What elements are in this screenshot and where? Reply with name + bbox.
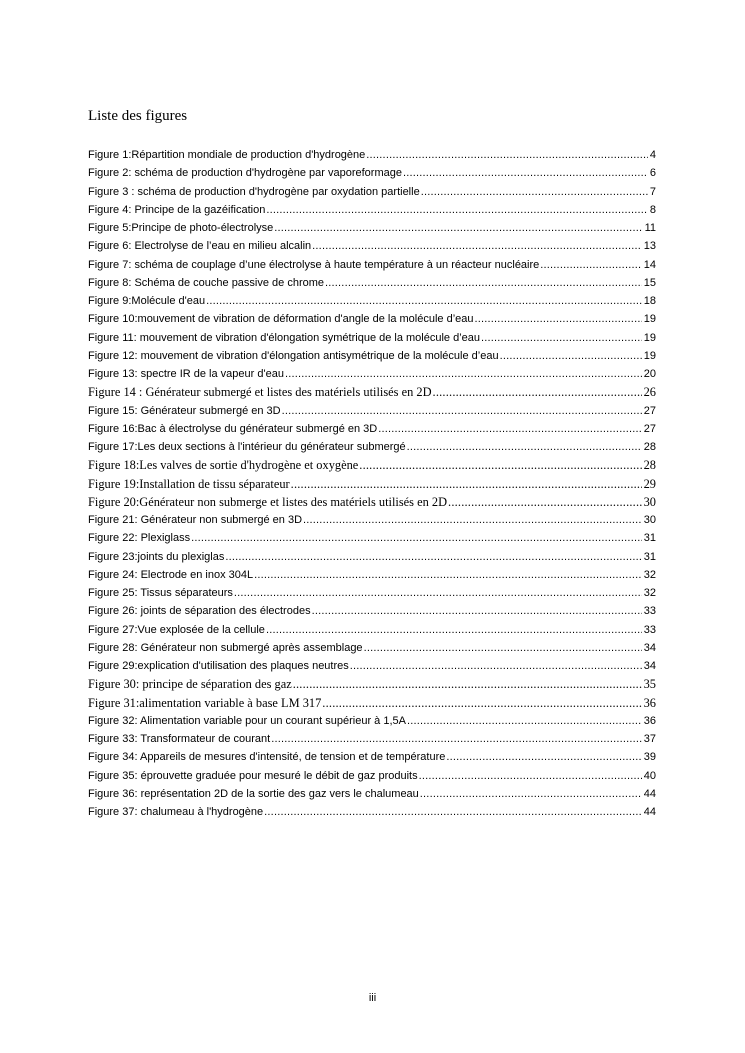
figure-entry-label: Figure 16:Bac à électrolyse du générateur submergé en 3D <box>88 422 378 435</box>
figure-entry-page: 27 <box>643 404 656 417</box>
figure-entry-label: Figure 34: Appareils de mesures d'intensité, de tension et de température <box>88 751 446 764</box>
figure-entry[interactable] <box>88 748 656 766</box>
figure-entry[interactable] <box>88 347 656 365</box>
figure-entry-page: 26 <box>643 385 656 400</box>
figure-entry-label: Figure 26: joints de séparation des électrodes <box>88 605 311 618</box>
dot-leader <box>407 712 642 730</box>
figure-entry-label: Figure 11: mouvement de vibration d'élongation symétrique de la molécule d’eau <box>88 331 481 344</box>
page-number: iii <box>368 992 377 1004</box>
dot-leader <box>266 621 642 639</box>
dot-leader <box>191 529 642 547</box>
figure-entry-label: Figure 17:Les deux sections à l'intérieur du générateur submergé <box>88 441 406 453</box>
figure-entry-page: 40 <box>643 769 656 782</box>
figure-entry-label: Figure 21: Générateur non submergé en 3D <box>88 514 303 526</box>
dot-leader <box>293 675 642 693</box>
figure-entry-label: Figure 22: Plexiglass <box>88 532 191 545</box>
figure-entry[interactable] <box>88 201 656 219</box>
dot-leader <box>433 383 642 401</box>
figure-entry-page: 44 <box>643 806 656 818</box>
figure-entry-page: 36 <box>643 695 656 710</box>
dot-leader <box>266 201 648 219</box>
figure-entry[interactable] <box>88 657 656 675</box>
figure-entry[interactable] <box>88 511 656 529</box>
dot-leader <box>350 657 642 675</box>
figure-entry-page: 44 <box>643 787 656 800</box>
figure-entry-page: 32 <box>643 568 656 581</box>
figure-entry-page: 31 <box>643 550 656 563</box>
dot-leader <box>254 566 642 584</box>
figure-entry-label: Figure 10:mouvement de vibration de déformation d'angle de la molécule d’eau <box>88 313 474 326</box>
figure-entry-label: Figure 24: Electrode en inox 304L <box>88 568 254 581</box>
dot-leader <box>407 438 642 456</box>
dot-leader <box>312 602 642 620</box>
dot-leader <box>291 475 642 493</box>
figure-entry[interactable] <box>88 274 656 292</box>
figure-entry-label: Figure 27:Vue explosée de la cellule <box>88 623 265 636</box>
figure-entry-label: Figure 28: Générateur non submergé après assemblage <box>88 641 363 654</box>
figure-entry[interactable] <box>88 329 656 347</box>
figure-entry-page: 32 <box>643 587 656 599</box>
figure-entry[interactable] <box>88 256 656 274</box>
figure-entry[interactable] <box>88 475 656 493</box>
figure-entry-page: 14 <box>643 258 656 271</box>
dot-leader <box>322 694 641 712</box>
dot-leader <box>312 237 642 255</box>
figure-entry-label: Figure 33: Transformateur de courant <box>88 733 271 745</box>
figure-entry-label: Figure 36: représentation 2D de la sortie des gaz vers le chalumeau <box>88 787 419 800</box>
figure-entry-label: Figure 6: Electrolyse de l’eau en milieu alcalin <box>88 240 312 253</box>
figure-entry-page: 27 <box>643 422 656 435</box>
figure-entry-label: Figure 32: Alimentation variable pour un courant supérieur à 1,5A <box>88 714 406 727</box>
figure-entry[interactable] <box>88 785 656 803</box>
figure-entry-label: Figure 31:alimentation variable à base LM 317 <box>88 695 322 710</box>
figure-entry[interactable] <box>88 566 656 584</box>
dot-leader <box>419 767 642 785</box>
dot-leader <box>378 420 642 438</box>
figure-entry-page: 19 <box>643 331 656 344</box>
figure-entry-label: Figure 25: Tissus séparateurs <box>88 587 233 599</box>
figure-entry[interactable] <box>88 383 656 401</box>
dot-leader <box>403 164 648 182</box>
dot-leader <box>420 785 642 803</box>
dot-leader <box>481 329 642 347</box>
figure-entry-page: 19 <box>643 313 656 326</box>
figure-entry[interactable] <box>88 803 656 821</box>
figure-entry-label: Figure 2: schéma de production d'hydrogène par vaporeformage <box>88 167 402 180</box>
figure-entry[interactable] <box>88 767 656 785</box>
figure-entry[interactable] <box>88 310 656 328</box>
figure-entry[interactable] <box>88 694 656 712</box>
dot-leader <box>364 639 642 657</box>
dot-leader <box>500 347 642 365</box>
figure-entry[interactable] <box>88 639 656 657</box>
page-title: Liste des figures <box>88 108 188 124</box>
figure-entry-page: 13 <box>643 240 656 253</box>
dot-leader <box>285 365 642 383</box>
dot-leader <box>325 274 642 292</box>
dot-leader <box>282 402 642 420</box>
figure-entry-label: Figure 14 : Générateur submergé et listes des matériels utilisés en 2D <box>88 385 432 400</box>
figure-entry-page: 15 <box>643 276 656 289</box>
figure-entry-page: 35 <box>643 677 656 692</box>
figure-entry[interactable] <box>88 529 656 547</box>
dot-leader <box>448 493 642 511</box>
dot-leader <box>234 584 642 602</box>
figure-entry[interactable] <box>88 602 656 620</box>
dot-leader <box>540 256 641 274</box>
figure-entry-label: Figure 7: schéma de couplage d’une électrolyse à haute température à un réacteur nucléaire <box>88 258 540 271</box>
figure-entry[interactable] <box>88 237 656 255</box>
figure-entry-label: Figure 29:explication d'utilisation des plaques neutres <box>88 660 349 672</box>
figure-entry-label: Figure 3 : schéma de production d'hydrogène par oxydation partielle <box>88 185 420 198</box>
figure-entry[interactable] <box>88 493 656 511</box>
figure-entry[interactable] <box>88 420 656 438</box>
figure-entry-label: Figure 15: Générateur submergé en 3D <box>88 404 281 417</box>
figure-entry-label: Figure 18:Les valves de sortie d'hydrogène et oxygène <box>88 458 359 473</box>
figure-entry[interactable] <box>88 183 656 201</box>
figure-entry[interactable] <box>88 365 656 383</box>
figure-entry[interactable] <box>88 292 656 310</box>
figure-entry-page: 20 <box>643 368 656 380</box>
figure-entry-page: 34 <box>643 660 656 672</box>
dot-leader <box>366 146 648 164</box>
figure-entry-label: Figure 19:Installation de tissu séparateur <box>88 476 290 491</box>
figure-entry[interactable] <box>88 548 656 566</box>
figure-entry-page: 6 <box>649 167 656 180</box>
dot-leader <box>475 310 642 328</box>
figure-entry-label: Figure 13: spectre IR de la vapeur d'eau <box>88 368 284 380</box>
figure-entry-label: Figure 4: Principe de la gazéification <box>88 203 266 216</box>
figure-entry-page: 30 <box>643 494 656 509</box>
figure-entry-page: 11 <box>644 222 656 234</box>
figure-entry-page: 28 <box>643 441 656 453</box>
figure-entry-label: Figure 23:joints du plexiglas <box>88 550 225 563</box>
figure-entry[interactable] <box>88 456 656 474</box>
figure-entry-page: 33 <box>643 605 656 618</box>
figure-entry-page: 36 <box>643 714 656 727</box>
dot-leader <box>359 456 641 474</box>
figure-entry-page: 19 <box>643 349 656 362</box>
figure-entry-page: 29 <box>643 476 656 491</box>
dot-leader <box>225 548 641 566</box>
figure-entry-label: Figure 37: chalumeau à l'hydrogène <box>88 806 264 818</box>
dot-leader <box>446 748 641 766</box>
figure-entry[interactable] <box>88 402 656 420</box>
dot-leader <box>303 511 642 529</box>
figure-entry-label: Figure 5:Principe de photo-électrolyse <box>88 222 274 234</box>
figure-entry-label: Figure 1:Répartition mondiale de production d'hydrogène <box>88 149 366 161</box>
figure-entry-page: 34 <box>643 641 656 654</box>
figure-entry-label: Figure 8: Schéma de couche passive de chrome <box>88 276 325 289</box>
figure-entry[interactable] <box>88 164 656 182</box>
figure-entry-page: 28 <box>643 458 656 473</box>
figure-entry-page: 4 <box>649 149 656 161</box>
dot-leader <box>274 219 642 237</box>
figure-entry-page: 7 <box>649 185 656 198</box>
figure-entry[interactable] <box>88 219 656 237</box>
figure-entry[interactable] <box>88 712 656 730</box>
figure-entry[interactable] <box>88 730 656 748</box>
figure-entry-label: Figure 30: principe de séparation des gaz <box>88 677 292 692</box>
figure-entry-page: 30 <box>643 514 656 526</box>
figure-entry-label: Figure 35: éprouvette graduée pour mesuré le débit de gaz produits <box>88 769 418 782</box>
figure-entry[interactable] <box>88 675 656 693</box>
figure-list <box>88 146 656 821</box>
figure-entry-page: 18 <box>643 295 656 307</box>
figure-entry-page: 39 <box>643 751 656 764</box>
dot-leader <box>206 292 642 310</box>
figure-entry[interactable] <box>88 621 656 639</box>
figure-entry-page: 31 <box>643 532 656 545</box>
figure-entry-page: 8 <box>649 203 656 216</box>
figure-entry-label: Figure 20:Générateur non submerge et listes des matériels utilisés en 2D <box>88 494 448 509</box>
figure-entry-page: 33 <box>643 623 656 636</box>
figure-entry[interactable] <box>88 146 656 164</box>
dot-leader <box>271 730 642 748</box>
figure-entry-page: 37 <box>643 733 656 745</box>
figure-entry[interactable] <box>88 584 656 602</box>
figure-entry-label: Figure 9:Molécule d'eau <box>88 295 206 307</box>
figure-entry-label: Figure 12: mouvement de vibration d'élongation antisymétrique de la molécule d’eau <box>88 349 499 362</box>
figure-entry[interactable] <box>88 438 656 456</box>
dot-leader <box>421 183 648 201</box>
dot-leader <box>264 803 642 821</box>
